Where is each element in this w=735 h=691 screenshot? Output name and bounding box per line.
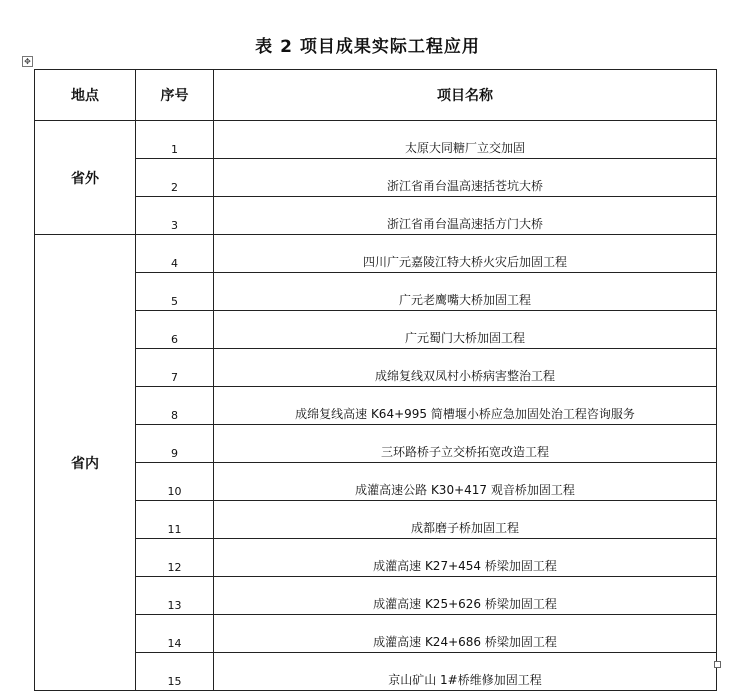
row-number: 13 (136, 577, 214, 615)
row-number: 4 (136, 235, 214, 273)
row-number: 8 (136, 387, 214, 425)
row-number: 11 (136, 501, 214, 539)
project-name: 成绵复线高速 K64+995 简槽堰小桥应急加固处治工程咨询服务 (214, 387, 717, 425)
table-row (35, 235, 717, 273)
location-cell-outside-province: 省外 (35, 121, 136, 235)
table-row (35, 311, 717, 349)
table-row (35, 273, 717, 311)
project-name: 太原大同糖厂立交加固 (214, 121, 717, 159)
table-row (35, 653, 717, 691)
row-number: 3 (136, 197, 214, 235)
row-number: 10 (136, 463, 214, 501)
table-resize-handle[interactable] (714, 661, 721, 668)
row-number: 2 (136, 159, 214, 197)
header-project-name: 项目名称 (214, 70, 717, 121)
row-number: 6 (136, 311, 214, 349)
row-number: 15 (136, 653, 214, 691)
project-name: 成灌高速 K25+626 桥梁加固工程 (214, 577, 717, 615)
table-row (35, 121, 717, 159)
table-title: 表 2 项目成果实际工程应用 (255, 37, 480, 57)
table-row (35, 387, 717, 425)
project-name: 成灌高速 K24+686 桥梁加固工程 (214, 615, 717, 653)
project-name: 成绵复线双凤村小桥病害整治工程 (214, 349, 717, 387)
table-row (35, 501, 717, 539)
header-row (35, 70, 717, 121)
row-number: 12 (136, 539, 214, 577)
project-name: 浙江省甬台温高速括方门大桥 (214, 197, 717, 235)
table-row (35, 463, 717, 501)
project-name: 四川广元嘉陵江特大桥火灾后加固工程 (214, 235, 717, 273)
project-name: 成灌高速 K27+454 桥梁加固工程 (214, 539, 717, 577)
table-row (35, 197, 717, 235)
header-location: 地点 (35, 70, 136, 121)
row-number: 7 (136, 349, 214, 387)
row-number: 1 (136, 121, 214, 159)
table-move-handle-icon[interactable]: ✥ (22, 56, 33, 67)
table-row (35, 349, 717, 387)
project-name: 成灌高速公路 K30+417 观音桥加固工程 (214, 463, 717, 501)
row-number: 14 (136, 615, 214, 653)
table-row (35, 425, 717, 463)
row-number: 5 (136, 273, 214, 311)
table-row (35, 539, 717, 577)
project-name: 京山矿山 1#桥维修加固工程 (214, 653, 717, 691)
location-cell-inside-province: 省内 (35, 235, 136, 691)
project-name: 广元蜀门大桥加固工程 (214, 311, 717, 349)
header-number: 序号 (136, 70, 214, 121)
project-name: 三环路桥子立交桥拓宽改造工程 (214, 425, 717, 463)
row-number: 9 (136, 425, 214, 463)
table-row (35, 615, 717, 653)
table-row (35, 159, 717, 197)
project-name: 浙江省甬台温高速括苍坑大桥 (214, 159, 717, 197)
project-name: 成都磨子桥加固工程 (214, 501, 717, 539)
table-row (35, 577, 717, 615)
project-table (34, 69, 717, 691)
project-name: 广元老鹰嘴大桥加固工程 (214, 273, 717, 311)
